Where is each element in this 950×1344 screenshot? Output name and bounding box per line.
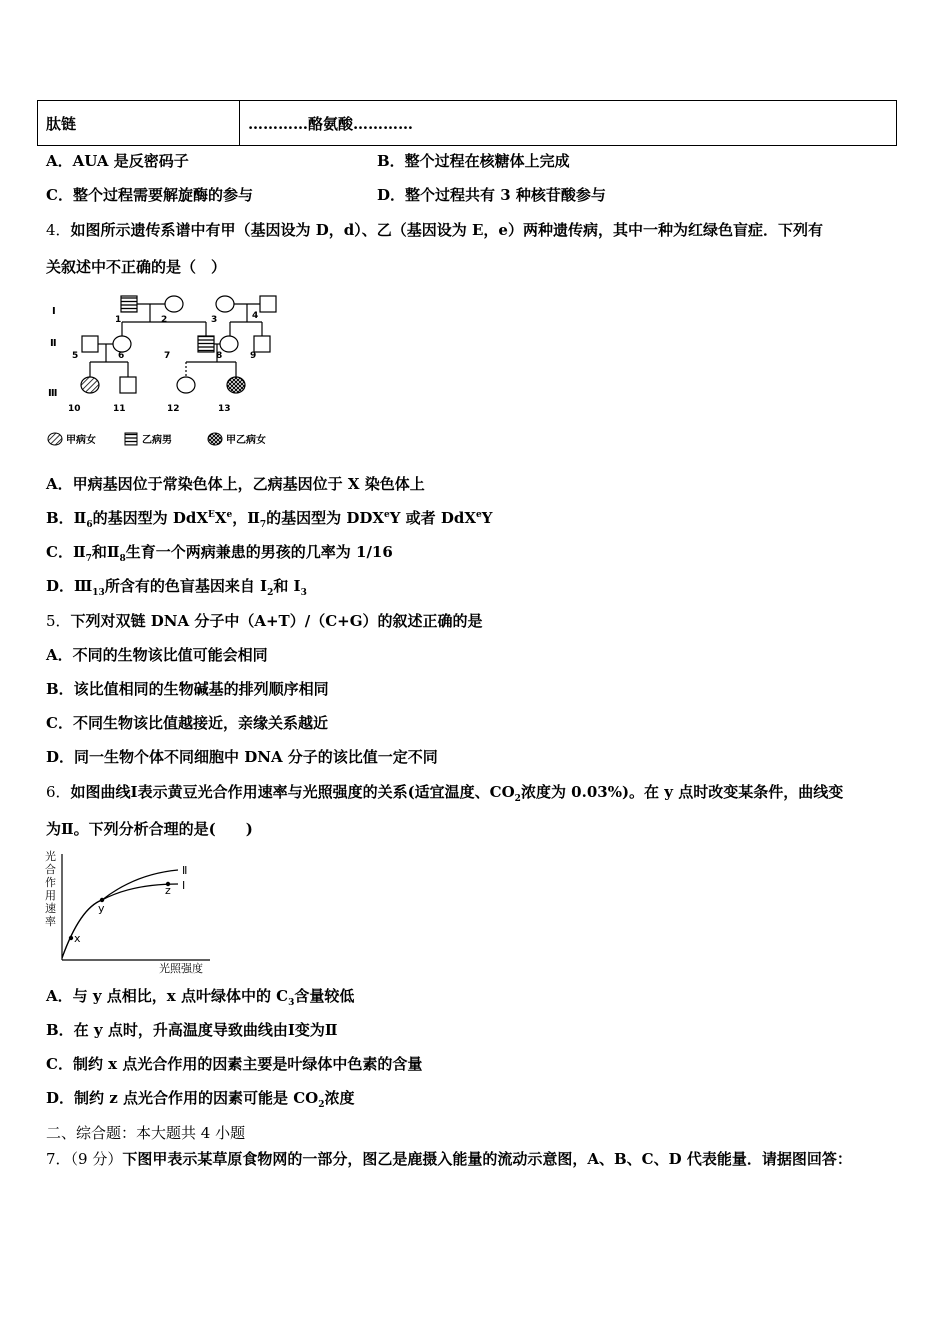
pedigree-individual-7	[198, 336, 214, 352]
table-row-label: 肽链	[38, 101, 240, 146]
pedigree-individual-8	[220, 336, 238, 352]
q7-score: （9 分）	[70, 1150, 123, 1168]
pedigree-id-13: 13	[218, 404, 231, 414]
pedigree-individual-11	[120, 377, 136, 393]
q4-number: 4．	[46, 221, 71, 239]
q4-option-a: A．甲病基因位于常染色体上，乙病基因位于 X 染色体上	[46, 475, 425, 493]
q5-option-d: D．同一生物个体不同细胞中 DNA 分子的该比值一定不同	[46, 748, 438, 766]
q6-stem-line2: 为Ⅱ。下列分析合理的是( )	[46, 820, 253, 838]
q5-stem: 5．下列对双链 DNA 分子中（A+T）/（C+G）的叙述正确的是	[46, 612, 483, 630]
q6-option-d: D．制约 z 点光合作用的因素可能是 $CO_2$浓度	[46, 1089, 355, 1110]
q6-number: 6．	[46, 783, 71, 801]
point-z-label: z	[165, 884, 171, 897]
pedigree-id-7: 7	[164, 351, 171, 361]
q5-option-b: B．该比值相同的生物碱基的排列顺序相同	[46, 680, 329, 698]
generation-label-III: Ⅲ	[48, 388, 58, 399]
pedigree-id-4: 4	[252, 311, 259, 321]
pedigree-individual-1	[121, 296, 137, 312]
point-y-label: y	[98, 902, 105, 915]
q4-option-b: B．$Ⅱ_6$的基因型为 DdX$^E$Xe，$Ⅱ_7$的基因型为 DDXeY 或者 DdX$^e$Y	[46, 509, 493, 530]
y-axis-label-char-2: 合	[45, 863, 56, 876]
legend-jiayi-symbol	[208, 433, 222, 445]
y-axis-label-char-3: 作	[45, 876, 56, 889]
pedigree-id-11: 11	[113, 404, 126, 414]
q6-option-a: A．与 y 点相比，x 点叶绿体中的 $C_3$含量较低	[46, 987, 355, 1008]
pedigree-id-6: 6	[118, 351, 125, 361]
pedigree-individual-2	[165, 296, 183, 312]
legend-yi-symbol	[125, 433, 137, 445]
curve-I	[62, 884, 178, 958]
q3-option-a: A．AUA 是反密码子	[46, 152, 189, 170]
pedigree-id-9: 9	[250, 351, 257, 361]
q5-number: 5．	[46, 612, 71, 630]
x-axis-label: 光照强度	[159, 962, 203, 975]
pedigree-diagram	[40, 290, 290, 455]
y-axis-label-char-4: 用	[45, 889, 56, 902]
pedigree-individual-9	[254, 336, 270, 352]
q7-number: 7．	[46, 1150, 71, 1168]
pedigree-id-1: 1	[115, 315, 122, 325]
q3-option-c: C．整个过程需要解旋酶的参与	[46, 186, 253, 204]
generation-label-II: Ⅱ	[50, 338, 57, 349]
q3-option-d: D．整个过程共有 3 种核苷酸参与	[377, 186, 606, 204]
pedigree-id-5: 5	[72, 351, 79, 361]
photosynthesis-graph	[40, 848, 220, 976]
pedigree-id-8: 8	[216, 351, 223, 361]
pedigree-individual-10	[81, 377, 99, 393]
q3-option-b: B．整个过程在核糖体上完成	[377, 152, 570, 170]
curve-II-label: Ⅱ	[182, 864, 188, 877]
point-x-label: x	[74, 932, 81, 945]
y-axis-label-char-5: 速	[45, 902, 56, 915]
pedigree-individual-3	[216, 296, 234, 312]
pedigree-individual-12	[177, 377, 195, 393]
section-2-title: 二、综合题：本大题共 4 小题	[46, 1124, 246, 1142]
y-axis-label-char-6: 率	[45, 915, 56, 928]
q4-stem-line1	[46, 220, 823, 240]
pedigree-id-10: 10	[68, 404, 81, 414]
legend-yi-label: 乙病男	[142, 435, 172, 446]
legend-jiayi-label: 甲乙病女	[226, 435, 266, 446]
q5-option-c: C．不同生物该比值越接近，亲缘关系越近	[46, 714, 328, 732]
pedigree-individual-13	[227, 377, 245, 393]
pedigree-individual-6	[113, 336, 131, 352]
q5-option-a: A．不同的生物该比值可能会相同	[46, 646, 268, 664]
q6-option-c: C．制约 x 点光合作用的因素主要是叶绿体中色素的含量	[46, 1055, 423, 1073]
q4-option-d: D．$Ⅲ_{13}$所含有的色盲基因来自 $I_2$和 $I_3$	[46, 577, 307, 598]
point-x	[69, 936, 73, 940]
q4-option-c: C．$Ⅱ_7$和$Ⅱ_8$生育一个两病兼患的男孩的几率为 1/16	[46, 543, 393, 564]
pedigree-id-12: 12	[167, 404, 180, 414]
legend-jia-label: 甲病女	[66, 435, 96, 446]
pedigree-individual-5	[82, 336, 98, 352]
curve-I-label: Ⅰ	[182, 879, 186, 892]
q6-stem-line1: 6．如图曲线Ⅰ表示黄豆光合作用速率与光照强度的关系(适宜温度、$CO_2$浓度为 0.03%)。在 y 点时改变某条件，曲线变	[46, 783, 844, 804]
q4-stem-line2: 关叙述中不正确的是（ ）	[46, 258, 227, 276]
q4-stem-text1: 如图所示遗传系谱中有甲（基因设为 D，d）、乙（基因设为 E，e）两种遗传病，其中一种为红绿色盲症．下列有	[70, 221, 823, 239]
table-row-value: …………酪氨酸…………	[240, 101, 897, 146]
peptide-table	[37, 100, 897, 146]
y-axis-label-char-1: 光	[45, 850, 56, 863]
generation-label-I: Ⅰ	[52, 306, 56, 317]
q7-stem: 7．（9 分）下图甲表示某草原食物网的一部分，图乙是鹿摄入能量的流动示意图，A、B、C、D 代表能量．请据图回答：	[46, 1150, 852, 1168]
pedigree-id-3: 3	[211, 315, 218, 325]
legend-jia-symbol	[48, 433, 62, 445]
pedigree-individual-4	[260, 296, 276, 312]
pedigree-id-2: 2	[161, 315, 168, 325]
q6-option-b: B．在 y 点时，升高温度导致曲线由Ⅰ变为Ⅱ	[46, 1021, 338, 1039]
